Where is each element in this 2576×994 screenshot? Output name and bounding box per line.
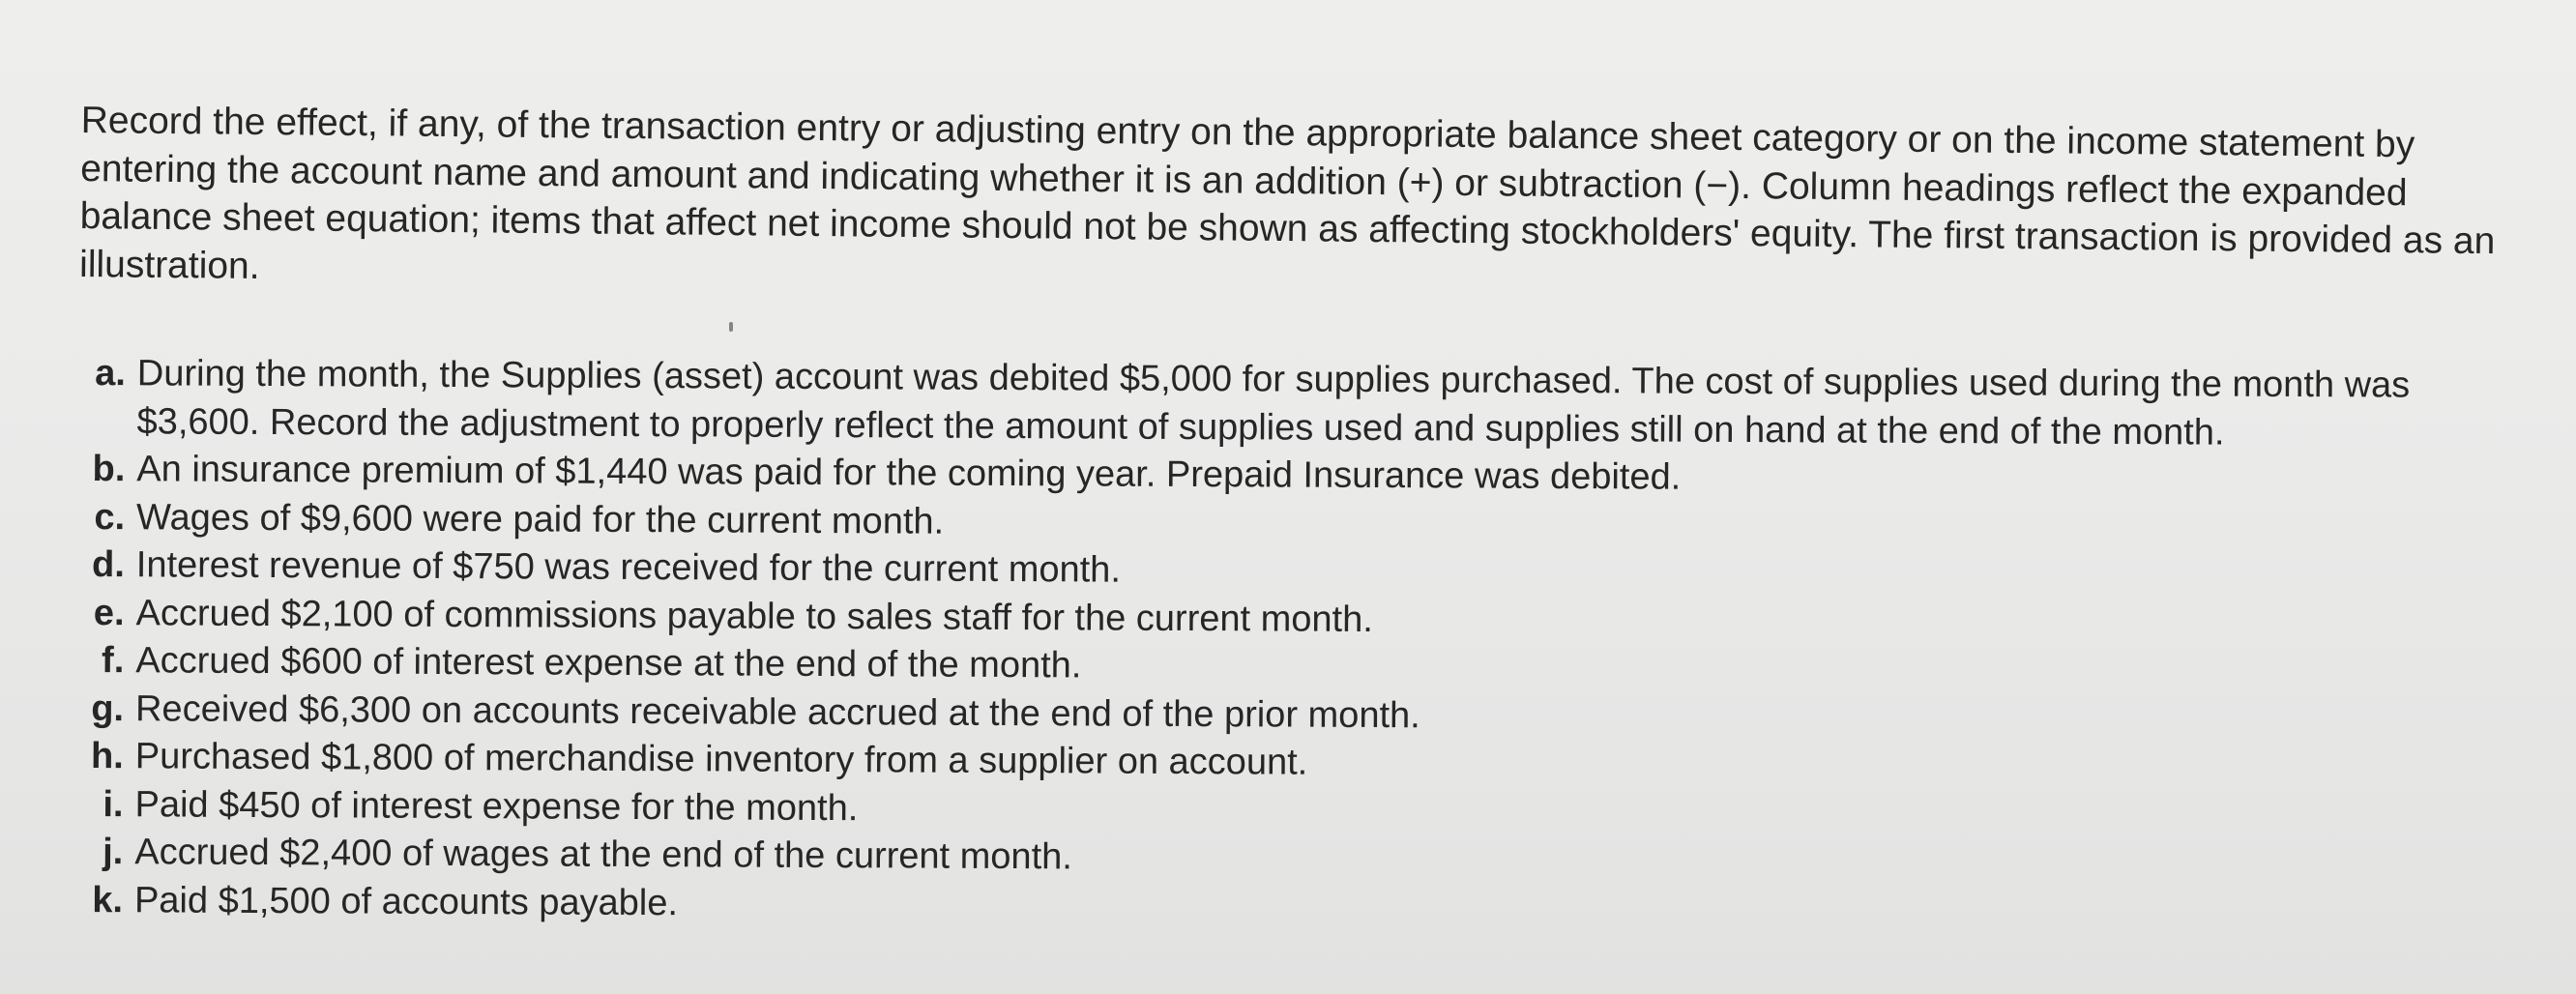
item-text: Interest revenue of $750 was received for the current month.	[135, 544, 1122, 591]
item-letter: k.	[92, 879, 124, 921]
item-text: Wages of $9,600 were paid for the current month.	[135, 496, 945, 542]
item-letter: d.	[91, 544, 125, 586]
item-text: Accrued $2,400 of wages at the end of the current month.	[134, 832, 1073, 878]
instructions-paragraph: Record the effect, if any, of the transaction entry or adjusting entry on the appropriate balance sheet category or on the income statement by entering the account name and amount and indicating whether it is an addition (+) or subtraction (−). Column headings reflect the expanded balance sheet equation; items that affect net income should not be shown as affecting stockholders' equity. The first transaction is provided as an illustration.	[78, 99, 2496, 287]
item-text: Paid $1,500 of accounts payable.	[133, 879, 679, 923]
item-text: Paid $450 of interest expense for the month.	[134, 783, 859, 829]
item-letter: i.	[102, 783, 124, 825]
item-text: Received $6,300 on accounts receivable accrued at the end of the prior month.	[134, 687, 1420, 736]
paper-speck	[729, 322, 733, 332]
item-letter: j.	[102, 832, 124, 873]
list-item	[80, 350, 2536, 458]
transaction-list	[78, 350, 2537, 937]
item-letter: b.	[92, 449, 126, 490]
item-text: Accrued $600 of interest expense at the end of the month.	[135, 640, 1082, 687]
item-letter: e.	[93, 592, 125, 633]
item-text: During the month, the Supplies (asset) account was debited $5,000 for supplies purchased. The cost of supplies used during the month was $3,600. Record the adjustment to properly reflect the amount of supplies used and supplies still on hand at the end of the month.	[136, 353, 2411, 453]
item-letter: h.	[90, 736, 124, 777]
item-text: Purchased $1,800 of merchandise inventory from a supplier on account.	[134, 736, 1308, 783]
item-letter: c.	[94, 496, 126, 538]
item-letter: f.	[101, 640, 125, 682]
item-text: Accrued $2,100 of commissions payable to sales staff for the current month.	[135, 592, 1373, 640]
item-text: An insurance premium of $1,440 was paid for the coming year. Prepaid Insurance was debited.	[136, 449, 1682, 498]
item-letter: a.	[95, 353, 126, 395]
item-letter: g.	[91, 687, 125, 729]
